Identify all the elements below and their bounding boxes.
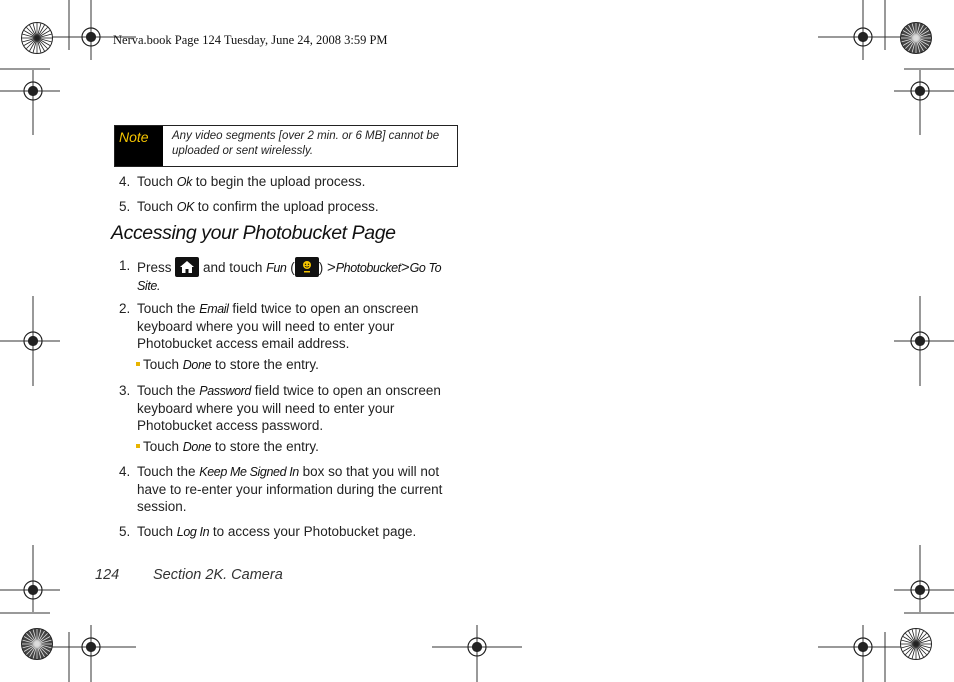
section-heading: Accessing your Photobucket Page <box>111 222 396 244</box>
password-field-label: Password <box>199 384 251 398</box>
step-number: 3. <box>119 383 131 398</box>
step-text: field twice to open an onscreen keyboard where you will need to enter your Photobucket access email address. <box>137 301 419 351</box>
bullet-icon <box>136 444 140 448</box>
note-label: Note <box>115 126 163 166</box>
step-text: Press <box>137 260 176 275</box>
slug-line: Nerva.book Page 124 Tuesday, June 24, 2008 3:59 PM <box>113 33 388 47</box>
go-to-site-label: Go To Site <box>137 261 442 293</box>
color-wheel-icon <box>901 629 932 660</box>
color-wheel-icon <box>22 23 53 54</box>
step-text: Touch <box>137 174 177 189</box>
step-number: 5. <box>119 199 131 214</box>
step-text: field twice to open an onscreen keyboard where you will need to enter your Photobucket access password. <box>137 383 441 433</box>
done-key: Done <box>182 440 212 454</box>
step-text: Touch <box>137 524 177 539</box>
email-field-label: Email <box>199 302 229 316</box>
step-text: Touch <box>137 199 177 214</box>
step-text: to store the entry. <box>211 439 319 454</box>
step-number: 2. <box>119 301 131 316</box>
step-2-substep <box>136 356 319 374</box>
step-text: Touch the <box>137 383 200 398</box>
note-box <box>114 125 458 167</box>
step-text: to begin the upload process. <box>191 174 366 189</box>
step-number: 1. <box>119 258 131 273</box>
fun-smiley-icon <box>295 257 319 277</box>
step-text: box so that you will not have to re-enter your information during the current session. <box>137 464 443 514</box>
arrow-separator: > <box>400 259 410 276</box>
step-number: 4. <box>119 464 131 479</box>
fun-label: Fun <box>266 261 287 275</box>
step-3-substep <box>136 438 319 456</box>
bullet-icon <box>136 362 140 366</box>
log-in-key: Log In <box>176 525 210 539</box>
step-text: ( <box>286 260 295 275</box>
step-text: . <box>156 279 161 293</box>
note-text: Any video segments [over 2 min. or 6 MB] cannot be uploaded or sent wirelessly. <box>172 130 440 157</box>
done-key: Done <box>182 358 212 372</box>
photobucket-label: Photobucket <box>335 261 401 275</box>
step-text: ) <box>318 260 327 275</box>
step-text: Touch <box>143 357 183 372</box>
step-number: 4. <box>119 174 131 189</box>
color-wheel-icon <box>22 629 53 660</box>
arrow-separator: > <box>326 259 336 276</box>
ok-key: OK <box>176 200 195 214</box>
keep-me-signed-in-label: Keep Me Signed In <box>199 465 299 479</box>
step-text: to access your Photobucket page. <box>209 524 417 539</box>
step-text: Touch the <box>137 301 200 316</box>
step-text: to store the entry. <box>211 357 319 372</box>
step-text: and touch <box>203 260 267 275</box>
ok-key: Ok <box>176 175 192 189</box>
step-text: Touch the <box>137 464 200 479</box>
color-wheel-icon <box>901 23 932 54</box>
home-key-icon <box>175 257 199 277</box>
page-number: 124 <box>95 567 120 583</box>
step-text: to confirm the upload process. <box>194 199 379 214</box>
section-title: Section 2K. Camera <box>153 567 283 583</box>
step-text: Touch <box>143 439 183 454</box>
step-number: 5. <box>119 524 131 539</box>
